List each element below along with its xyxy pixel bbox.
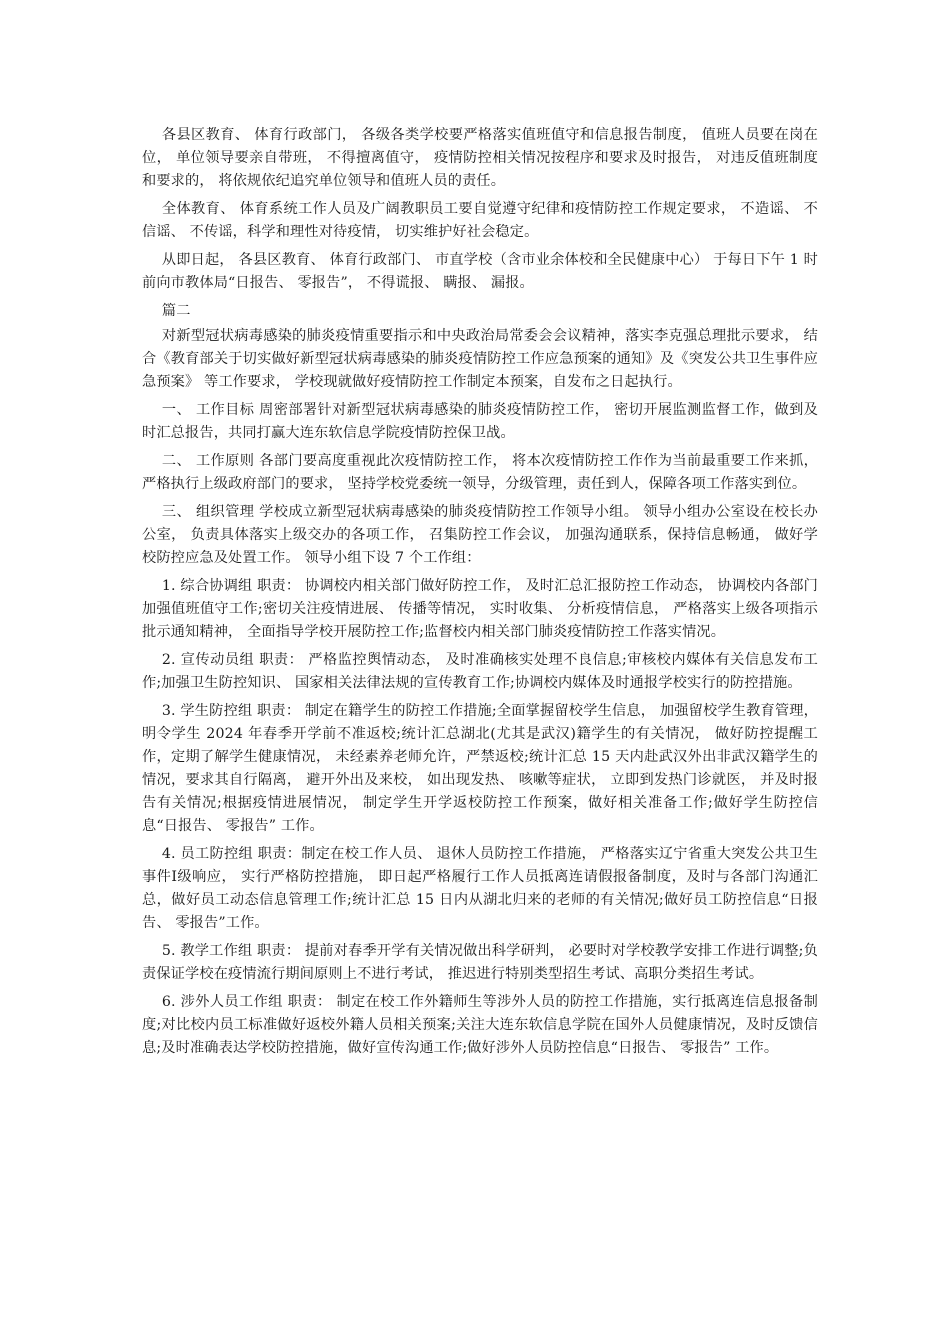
paragraph-work-goal: 一、 工作目标 周密部署针对新型冠状病毒感染的肺炎疫情防控工作， 密切开展监测监督工作，做到及时汇总报告，共同打赢大连东软信息学院疫情防控保卫战。: [142, 402, 818, 441]
section-heading-part-two: 篇二: [161, 303, 191, 319]
paragraph-discipline: 全体教育、 体育系统工作人员及广阔教职员工要自觉遵守纪律和疫情防控工作规定要求， 不造谣、 不信谣、 不传谣，科学和理性对待疫情， 切实维护好社会稳定。: [142, 201, 818, 240]
paragraph-duty-reporting: 各县区教育、 体育行政部门， 各级各类学校要严格落实值班值守和信息报告制度， 值班人员要在岗在位， 单位领导要亲自带班， 不得擅离值守， 疫情防控相关情况按程序和要求及时报告， 对违反值班制度和要求的， 将依规依纪追究单位领导和值班人员的责任。: [142, 127, 818, 189]
paragraph-group-students: 3. 学生防控组 职责： 制定在籍学生的防控工作措施;全面掌握留校学生信息， 加强留校学生教育管理，明令学生 2024 年春季开学前不准返校;统计汇总湖北(尤其是武汉)籍学生的有关情况， 做好防控提醒工作，定期了解学生健康情况， 未经素养老师允许，严禁返校;统计汇总 15 天内赴武汉外出非武汉籍学生的情况，要求其自行隔离， 避开外出及来校， 如出现发热、 咳嗽等症状， 立即到发热门诊就医， 并及时报告有关情况;根据疫情进展情况， 制定学生开学返校防控工作预案，做好相关准备工作;做好学生防控信息“日报告、 零报告” 工作。: [142, 703, 818, 834]
paragraph-group-staff: 4. 员工防控组 职责：制定在校工作人员、 退休人员防控工作措施， 严格落实辽宁省重大突发公共卫生事件Ⅰ级响应， 实行严格防控措施， 即日起严格履行工作人员抵离连请假报备制度，及时与各部门沟通汇总，做好员工动态信息管理工作;统计汇总 15 日内从湖北归来的老师的有关情况;做好员工防控信息“日报告、 零报告”工作。: [142, 846, 818, 931]
paragraph-group-teaching: 5. 教学工作组 职责： 提前对春季开学有关情况做出科学研判， 必要时对学校教学安排工作进行调整;负责保证学校在疫情流行期间原则上不进行考试， 推迟进行特别类型招生考试、高职分类招生考试。: [142, 943, 818, 982]
document-body: [142, 124, 818, 1065]
paragraph-group-foreign: 6. 涉外人员工作组 职责： 制定在校工作外籍师生等涉外人员的防控工作措施，实行抵离连信息报备制度;对比校内员工标准做好返校外籍人员相关预案;关注大连东软信息学院在国外人员健康情况，及时反馈信息;及时准确表达学校防控措施，做好宣传沟通工作;做好涉外人员防控信息“日报告、 零报告” 工作。: [142, 994, 818, 1056]
paragraph-group-publicity: 2. 宣传动员组 职责： 严格监控舆情动态， 及时准确核实处理不良信息;审核校内媒体有关信息发布工作;加强卫生防控知识、 国家相关法律法规的宣传教育工作;协调校内媒体及时通报学校实行的防控措施。: [142, 652, 818, 691]
paragraph-plan-intro: 对新型冠状病毒感染的肺炎疫情重要指示和中央政治局常委会会议精神，落实李克强总理批示要求， 结合《教育部关于切实做好新型冠状病毒感染的肺炎疫情防控工作应急预案的通知》及《突发公共卫生事件应急预案》 等工作要求， 学校现就做好疫情防控工作制定本预案，自发布之日起执行。: [142, 328, 818, 390]
paragraph-organization: 三、 组织管理 学校成立新型冠状病毒感染的肺炎疫情防控工作领导小组。 领导小组办公室设在校长办公室， 负责具体落实上级交办的各项工作， 召集防控工作会议， 加强沟通联系，保持信息畅通， 做好学校防控应急及处置工作。 领导小组下设 7 个工作组：: [142, 504, 818, 566]
paragraph-work-principle: 二、 工作原则 各部门要高度重视此次疫情防控工作， 将本次疫情防控工作作为当前最重要工作来抓， 严格执行上级政府部门的要求， 坚持学校党委统一领导，分级管理，责任到人，保障各项工作落实到位。: [142, 453, 818, 492]
paragraph-daily-report: 从即日起， 各县区教育、 体育行政部门、 市直学校（含市业余体校和全民健康中心） 于每日下午 1 时前向市教体局“日报告、 零报告”， 不得谎报、 瞒报、 漏报。: [142, 252, 818, 291]
paragraph-group-coordination: 1. 综合协调组 职责： 协调校内相关部门做好防控工作， 及时汇总汇报防控工作动态， 协调校内各部门加强值班值守工作;密切关注疫情进展、 传播等情况， 实时收集、 分析疫情信息， 严格落实上级各项指示批示通知精神， 全面指导学校开展防控工作;监督校内相关部门肺炎疫情防控工作落实情况。: [142, 578, 818, 640]
